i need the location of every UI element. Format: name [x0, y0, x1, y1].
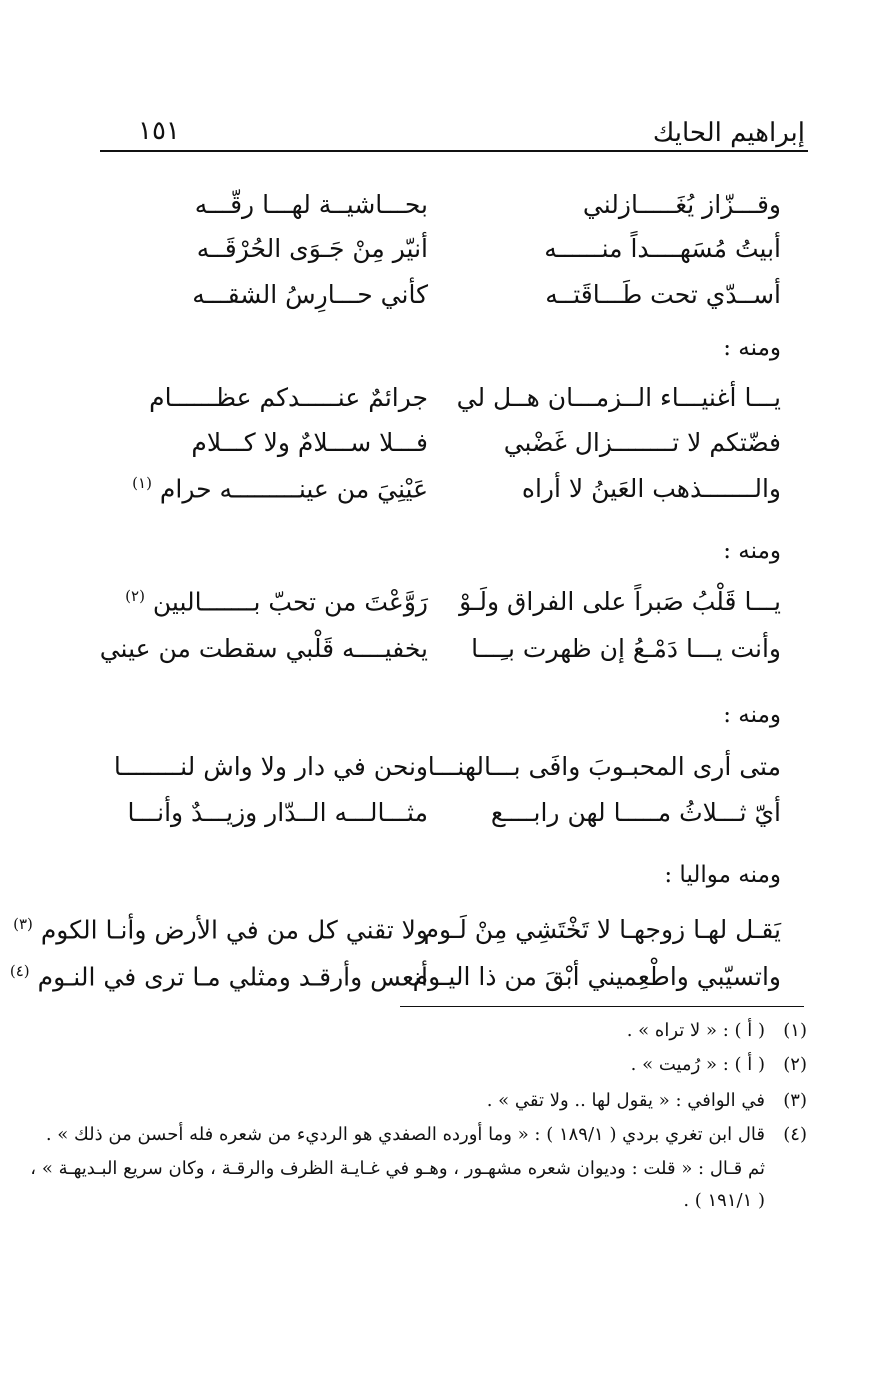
verse-second-hemistich [9, 962, 428, 992]
verse-second-hemistich: أنيّر مِنْ جَـوَى الحُرْقَــه [196, 234, 428, 263]
verse-second-hemistich [13, 915, 428, 945]
verse-first-hemistich: أســدّي تحت طَـــاقَتــه [545, 280, 781, 309]
verse-second-hemistich: مثـــالـــه الــدّار وزيـــدٌ وأنـــا [127, 798, 428, 827]
verse-first-hemistich: وأنت يـــا دَمْـعُ إن ظهرت بـِـــا [471, 634, 781, 663]
verse-line [0, 587, 873, 637]
hemistich-text: رَوَّعْتَ من تحبّ بـــــــالبين [152, 587, 428, 617]
verse-second-hemistich: بحـــاشيــة لهـــا رقّـــه [194, 190, 428, 219]
verse-first-hemistich: والـــــــذهب العَينُ لا أراه [521, 474, 781, 503]
footnote-number: (٢) [783, 1054, 807, 1075]
footnote-marker: (٣) [13, 915, 33, 933]
verse-line [0, 428, 873, 478]
hemistich-text: أنعس وأرقـد ومثلي مـا ترى في النـوم [37, 962, 428, 992]
verse-line [0, 915, 873, 965]
footnote-text: في الوافي : « يقول لها .. ولا تقي » . [486, 1090, 765, 1111]
footnote-marker: (٢) [125, 587, 145, 605]
verse-line [0, 962, 873, 1012]
poem-intro: ومنه مواليا : [664, 862, 781, 888]
footnote [87, 1054, 807, 1075]
verse-line [0, 634, 873, 684]
verse-first-hemistich: يـــا قَلْبُ صَبراً على الفراق ولَـوْ [459, 587, 781, 616]
verse-first-hemistich: واتسيّبي واطْعِميني أبْقَ من ذا اليـوم [412, 962, 781, 991]
verse-line [0, 190, 873, 240]
footnote [45, 1124, 807, 1145]
footnote-text: ( أ ) : « لا تراه » . [626, 1020, 765, 1041]
hemistich-text: عَيْنِيَ من عينـــــــــه حرام [159, 474, 428, 504]
verse-first-hemistich: يـــا أغنيـــاء الــزمـــان هــل لي [456, 383, 781, 412]
footnote-text: قال ابن تغري بردي ( ١٨٩/١ ) : « وما أورده الصفدي هو الرديء من شعره فله أحسن من ذلك » . [45, 1124, 765, 1145]
running-header-title: إبراهيم الحايك [652, 118, 805, 148]
verse-second-hemistich: جرائمٌ عنـــــدكم عظــــــام [149, 383, 428, 412]
poem-intro: ومنه : [723, 702, 781, 728]
footnote-continuation: ( ١٩١/١ ) . [683, 1190, 765, 1211]
verse-first-hemistich: أبيتُ مُسَهــــداً منــــــه [544, 234, 781, 263]
verse-second-hemistich: فـــلا ســـلامٌ ولا كـــلام [191, 428, 428, 457]
page-number: ١٥١ [138, 116, 180, 146]
footnote-number: (٣) [783, 1090, 807, 1111]
poem-intro: ومنه : [723, 538, 781, 564]
verse-first-hemistich: يَقـل لهـا زوجهـا لا تَخْتَشِي مِنْ لَـوم [423, 915, 781, 944]
verse-first-hemistich: أيّ ثـــلاثُ مـــــا لهن رابــــع [490, 798, 781, 827]
verse-first-hemistich: فضّتكم لا تــــــــزال غَضْبي [503, 428, 781, 457]
hemistich-text: ولا تقني كل من في الأرض وأنـا الكوم [40, 915, 428, 945]
verse-second-hemistich [98, 474, 428, 503]
footnote-number: (٤) [783, 1124, 807, 1145]
verse-line [0, 474, 873, 524]
poem-intro: ومنه : [723, 335, 781, 361]
footnote-number: (١) [783, 1020, 807, 1041]
footnote [87, 1020, 807, 1041]
verse-second-hemistich: يخفيــــه قَلْبي سقطت من عيني [99, 634, 428, 663]
footnote-marker: (٤) [9, 962, 30, 980]
footnote-text: ( أ ) : « رُميت » . [630, 1054, 765, 1075]
verse-second-hemistich [98, 587, 428, 616]
verse-line [0, 234, 873, 284]
verse-line [0, 383, 873, 433]
verse-second-hemistich: كأني حـــارِسُ الشقـــه [192, 280, 428, 309]
header-rule [100, 150, 808, 152]
footnote-rule [400, 1006, 804, 1007]
verse-first-hemistich: متى أرى المحبـوبَ وافَى بـــالهنـــا [427, 752, 781, 781]
footnote-continuation: ثم قـال : « قلت : وديوان شعره مشهـور ، وهـو في غـايـة الظرف والرقـة ، وكان سريع البـديهـة » ، [30, 1158, 765, 1179]
verse-first-hemistich: وقـــزّاز يُغَـــــازلني [582, 190, 781, 219]
footnote [87, 1090, 807, 1111]
verse-line [0, 798, 873, 848]
footnote-marker: (١) [132, 474, 152, 492]
verse-second-hemistich: ونحن في دار ولا واش لنــــــــا [113, 752, 428, 781]
verse-line [0, 280, 873, 330]
verse-line [0, 752, 873, 802]
